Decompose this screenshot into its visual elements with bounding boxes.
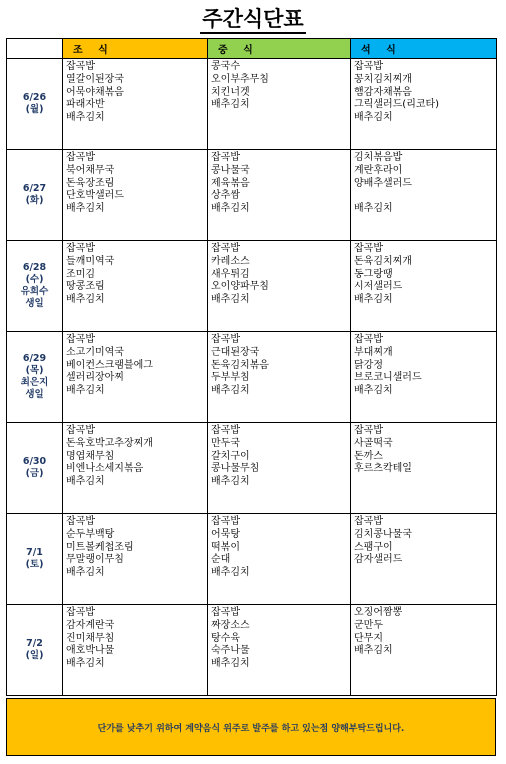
menu-item: 김치볶음밥: [354, 152, 403, 163]
menu-item: 배추김치: [354, 112, 393, 124]
menu-item: 짜장소스: [211, 619, 250, 631]
menu-item: 잡곡밥: [66, 607, 95, 618]
menu-item: 감자샐러드: [354, 554, 403, 566]
page-title: 주간식단표: [0, 4, 506, 34]
menu-item: 어묵탕: [211, 528, 240, 540]
header-dinner: 석 식: [351, 39, 497, 59]
day-row: [7, 605, 497, 696]
day-row: [7, 241, 497, 332]
menu-item: 근대된장국: [211, 346, 260, 358]
day-label: [7, 605, 63, 696]
menu-item: 배추김치: [66, 112, 105, 124]
menu-table: [6, 38, 496, 696]
menu-item: [354, 190, 496, 203]
menu-item: 배추김치: [354, 645, 393, 657]
menu-item: 꽁치김치찌개: [354, 73, 412, 85]
menu-item: 잡곡밥: [66, 425, 95, 436]
day-row: [7, 423, 497, 514]
menu-item: 잡곡밥: [354, 61, 383, 72]
menu-item: 김치콩나물국: [354, 528, 412, 540]
menu-item: 잡곡밥: [354, 243, 383, 254]
menu-item: 콩나물무침: [211, 463, 260, 475]
menu-item: 어묵야채볶음: [66, 86, 124, 98]
menu-item: 배추김치: [66, 385, 105, 397]
menu-item: 떡볶이: [211, 541, 240, 553]
breakfast-cell: [63, 59, 208, 150]
menu-item: 애호박나물: [66, 645, 115, 657]
menu-item: 만두국: [211, 437, 240, 449]
menu-item: 오징어짬뽕: [354, 607, 403, 618]
menu-item: 배추김치: [66, 567, 105, 579]
menu-item: 양배추샐러드: [354, 177, 412, 189]
note-text: 생일: [25, 389, 44, 400]
menu-item: 시저샐러드: [354, 281, 403, 293]
day-row: [7, 332, 497, 423]
menu-item: 배추김치: [354, 294, 393, 306]
menu-item: 조미김: [66, 268, 95, 280]
date-text: 6/27: [22, 183, 47, 194]
menu-item: 돈육김치찌개: [354, 255, 412, 267]
menu-item: 무말랭이무침: [66, 554, 124, 566]
menu-item: 닭강정: [354, 359, 383, 371]
lunch-cell: [208, 241, 351, 332]
dinner-cell: [351, 605, 497, 696]
menu-item: 잡곡밥: [211, 243, 240, 254]
breakfast-cell: [63, 605, 208, 696]
date-text: 6/26: [22, 92, 47, 103]
note-text: 유희수: [20, 286, 49, 297]
date-text: 6/29: [22, 353, 47, 364]
menu-item: 잡곡밥: [66, 243, 95, 254]
breakfast-cell: [63, 150, 208, 241]
menu-item: 잡곡밥: [211, 334, 240, 345]
weekday-text: (금): [25, 468, 44, 479]
day-row: [7, 150, 497, 241]
day-label: [7, 241, 63, 332]
menu-item: 배추김치: [66, 658, 105, 670]
menu-item: 들깨미역국: [66, 255, 115, 267]
menu-item: 단호박샐러드: [66, 190, 124, 202]
note-text: 생일: [25, 298, 44, 309]
menu-item: 감자계란국: [66, 619, 115, 631]
menu-item: 새우튀김: [211, 268, 250, 280]
menu-item: 돈육장조림: [66, 177, 115, 189]
lunch-cell: [208, 332, 351, 423]
menu-item: 콩국수: [211, 61, 240, 72]
menu-item: 잡곡밥: [66, 334, 95, 345]
weekday-text: (화): [25, 195, 44, 206]
menu-item: 잡곡밥: [66, 152, 95, 163]
menu-item: 배추김치: [66, 476, 105, 488]
menu-item: 배추김치: [211, 99, 250, 111]
day-label: [7, 150, 63, 241]
menu-item: 갈치구이: [211, 450, 250, 462]
menu-item: 후르츠칵테일: [354, 463, 412, 475]
note-text: 최은지: [20, 377, 49, 388]
date-text: 6/30: [22, 456, 47, 467]
weekday-text: (수): [25, 274, 44, 285]
menu-item: 배추김치: [211, 203, 250, 215]
menu-item: 잡곡밥: [354, 425, 383, 436]
day-label: [7, 514, 63, 605]
day-label: [7, 332, 63, 423]
weekday-text: (토): [25, 559, 44, 570]
menu-item: 파래자반: [66, 99, 105, 111]
breakfast-cell: [63, 332, 208, 423]
menu-item: 잡곡밥: [66, 61, 95, 72]
header-date: [7, 39, 63, 59]
menu-item: 미트볼케첩조림: [66, 541, 134, 553]
menu-item: 동그랑땡: [354, 268, 393, 280]
menu-item: 스팸구이: [354, 541, 393, 553]
menu-item: 잡곡밥: [211, 152, 240, 163]
menu-item: 돈까스: [354, 450, 383, 462]
menu-item: 두부부침: [211, 372, 250, 384]
menu-item: 단무지: [354, 632, 383, 644]
menu-item: 베이컨스크램블에그: [66, 359, 153, 371]
dinner-cell: [351, 514, 497, 605]
menu-item: 콩나물국: [211, 164, 250, 176]
menu-item: 그릭샐러드(리코타): [354, 99, 440, 111]
weekday-text: (일): [25, 650, 44, 661]
day-label: [7, 59, 63, 150]
header-lunch: 중 식: [208, 39, 351, 59]
menu-item: 돈육김치볶음: [211, 359, 269, 371]
menu-item: 잡곡밥: [211, 425, 240, 436]
day-row: [7, 59, 497, 150]
header-breakfast: 조 식: [63, 39, 208, 59]
menu-item: 열갈이된장국: [66, 73, 124, 85]
menu-item: 햄감자채볶음: [354, 86, 412, 98]
menu-item: 배추김치: [211, 294, 250, 306]
date-text: 7/1: [26, 547, 43, 558]
menu-item: 배추김치: [211, 385, 250, 397]
weekday-text: (월): [25, 104, 44, 115]
menu-item: 배추김치: [211, 567, 250, 579]
menu-item: 비엔나소세지볶음: [66, 463, 144, 475]
dinner-cell: [351, 332, 497, 423]
lunch-cell: [208, 150, 351, 241]
menu-item: 계란후라이: [354, 164, 403, 176]
dinner-cell: [351, 241, 497, 332]
dinner-cell: [351, 150, 497, 241]
menu-item: 상추쌈: [211, 190, 240, 202]
menu-item: 순두부백탕: [66, 528, 115, 540]
menu-item: 소고기미역국: [66, 346, 124, 358]
menu-item: 오이부추무침: [211, 73, 269, 85]
day-row: [7, 514, 497, 605]
breakfast-cell: [63, 241, 208, 332]
menu-item: 잡곡밥: [354, 516, 383, 527]
dinner-cell: [351, 59, 497, 150]
menu-item: 잡곡밥: [66, 516, 95, 527]
menu-item: 오이양파무침: [211, 281, 269, 293]
footer-notice: 단가를 낮추기 위하여 계약음식 위주로 발주를 하고 있는점 양해부탁드립니다.: [6, 698, 496, 756]
lunch-cell: [208, 514, 351, 605]
menu-item: 군만두: [354, 619, 383, 631]
header-row: [7, 39, 497, 59]
day-label: [7, 423, 63, 514]
menu-item: 숙주나물: [211, 645, 250, 657]
menu-item: 탕수육: [211, 632, 240, 644]
menu-item: 배추김치: [66, 294, 105, 306]
lunch-cell: [208, 423, 351, 514]
breakfast-cell: [63, 514, 208, 605]
menu-item: 잡곡밥: [354, 334, 383, 345]
menu-item: 잡곡밥: [211, 607, 240, 618]
breakfast-cell: [63, 423, 208, 514]
menu-item: 치킨너겟: [211, 86, 250, 98]
lunch-cell: [208, 605, 351, 696]
menu-item: 명엽채무침: [66, 450, 115, 462]
menu-item: 사골떡국: [354, 437, 393, 449]
date-text: 7/2: [26, 638, 43, 649]
menu-item: 돈육호박고추장찌개: [66, 437, 153, 449]
menu-item: 진미채무침: [66, 632, 115, 644]
date-text: 6/28: [22, 262, 47, 273]
lunch-cell: [208, 59, 351, 150]
menu-item: 제육볶음: [211, 177, 250, 189]
menu-item: 배추김치: [211, 476, 250, 488]
menu-item: 부대찌개: [354, 346, 393, 358]
menu-item: 배추김치: [354, 385, 393, 397]
menu-item: 순대: [211, 554, 231, 566]
menu-item: 배추김치: [354, 203, 393, 215]
menu-item: 셀러리장아찌: [66, 372, 124, 384]
menu-item: 잡곡밥: [211, 516, 240, 527]
menu-item: 땅콩조림: [66, 281, 105, 293]
menu-item: 북어채무국: [66, 164, 115, 176]
menu-item: 배추김치: [66, 203, 105, 215]
weekday-text: (목): [25, 365, 44, 376]
menu-item: 배추김치: [211, 658, 250, 670]
dinner-cell: [351, 423, 497, 514]
menu-item: 브로코니샐러드: [354, 372, 422, 384]
menu-item: 카레소스: [211, 255, 250, 267]
